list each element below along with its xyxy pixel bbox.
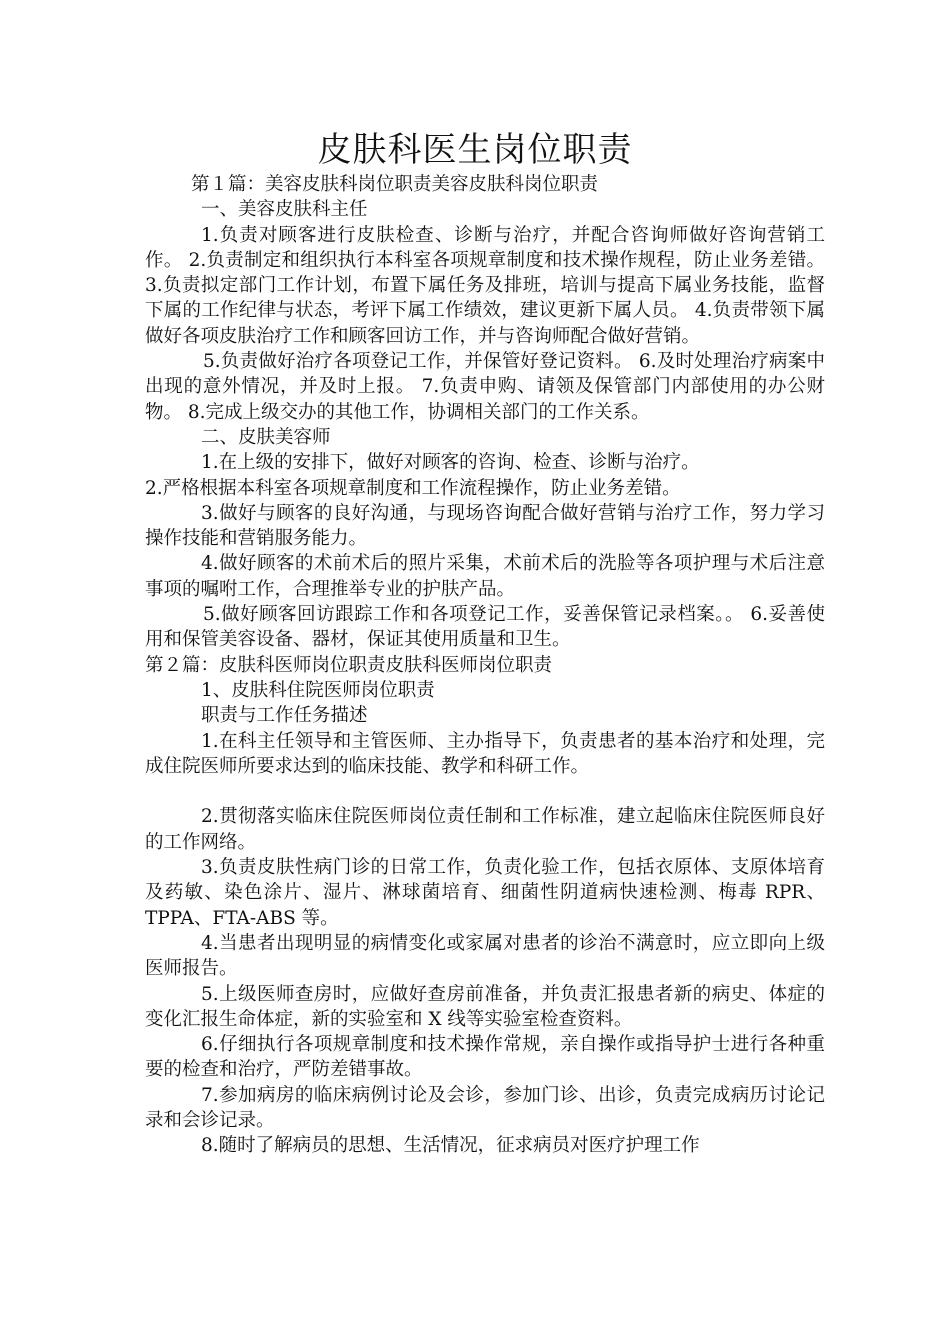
- paragraph: 1.在上级的安排下，做好对顾客的咨询、检查、诊断与治疗。: [201, 452, 700, 474]
- document-title: 皮肤科医生岗位职责: [317, 130, 633, 170]
- paragraph: 1.在科主任领导和主管医师、主办指导下，负责患者的基本治疗和处理，完成住院医师所要求达到的临床技能、教学和科研工作。: [145, 730, 825, 777]
- section-heading-beautician: 二、皮肤美容师: [201, 426, 331, 448]
- paragraph: 3.负责皮肤性病门诊的日常工作，负责化验工作，包括衣原体、支原体培育及药敏、染色涂片、湿片、淋球菌培育、细菌性阴道病快速检测、梅毒 RPR、TPPA、FTA-ABS 等。: [145, 857, 825, 929]
- paragraph: 7.参加病房的临床病例讨论及会诊，参加门诊、出诊，负责完成病历讨论记录和会诊记录。: [145, 1084, 825, 1131]
- subheading: 职责与工作任务描述: [201, 705, 368, 727]
- paragraph: 8.随时了解病员的思想、生活情况，征求病员对医疗护理工作: [201, 1135, 700, 1157]
- paragraph: 4.当患者出现明显的病情变化或家属对患者的诊治不满意时，应立即向上级医师报告。: [145, 932, 825, 980]
- paragraph: 5.做好顾客回访跟踪工作和各项登记工作，妥善保管记录档案。。 6.妥善使用和保管美容设备、器材，保证其使用质量和卫生。: [145, 604, 825, 651]
- part-2-heading: 第２篇：皮肤科医师岗位职责皮肤科医师岗位职责: [145, 654, 553, 676]
- paragraph: 6.仔细执行各项规章制度和技术操作常规，亲自操作或指导护士进行各种重要的检查和治疗，严防差错事故。: [145, 1034, 825, 1081]
- paragraph: 3.做好与顾客的良好沟通，与现场咨询配合做好营销与治疗工作，努力学习操作技能和营销服务能力。: [145, 502, 825, 550]
- paragraph: 5.上级医师查房时，应做好查房前准备，并负责汇报患者新的病史、体症的变化汇报生命体症，新的实验室和 X 线等实验室检查资料。: [145, 983, 825, 1030]
- paragraph: 2.严格根据本科室各项规章制度和工作流程操作，防止业务差错。: [145, 477, 681, 499]
- blank-line: [145, 779, 825, 804]
- document-body: [145, 172, 825, 1159]
- paragraph: 2.贯彻落实临床住院医师岗位责任制和工作标准，建立起临床住院医师良好的工作网络。: [145, 806, 825, 853]
- paragraph: 1.负责对顾客进行皮肤检查、诊断与治疗，并配合咨询师做好咨询营销工作。 2.负责制定和组织执行本科室各项规章制度和技术操作规程，防止业务差错。 3.负责拟定部门工作计划，布置下属任务及排班，培训与提高下属业务技能，监督下属的工作纪律与状态，考评下属工作绩效，建议更新下属人员。 4.负责带领下属做好各项皮肤治疗工作和顾客回访工作，并与咨询师配合做好营销。: [145, 224, 825, 347]
- paragraph: 5.负责做好治疗各项登记工作，并保管好登记资料。 6.及时处理治疗病案中出现的意外情况，并及时上报。 7.负责申购、请领及保管部门内部使用的办公财物。 8.完成上级交办的其他工作，协调相关部门的工作关系。: [145, 351, 825, 423]
- section-heading-director: 一、美容皮肤科主任: [201, 199, 368, 221]
- part-1-heading: 第１篇：美容皮肤科岗位职责美容皮肤科岗位职责: [191, 174, 599, 195]
- section-heading-resident: 1、皮肤科住院医师岗位职责: [201, 679, 435, 701]
- paragraph: 4.做好顾客的术前术后的照片采集，术前术后的洗脸等各项护理与术后注意事项的嘱咐工作，合理推举专业的护肤产品。: [145, 553, 825, 600]
